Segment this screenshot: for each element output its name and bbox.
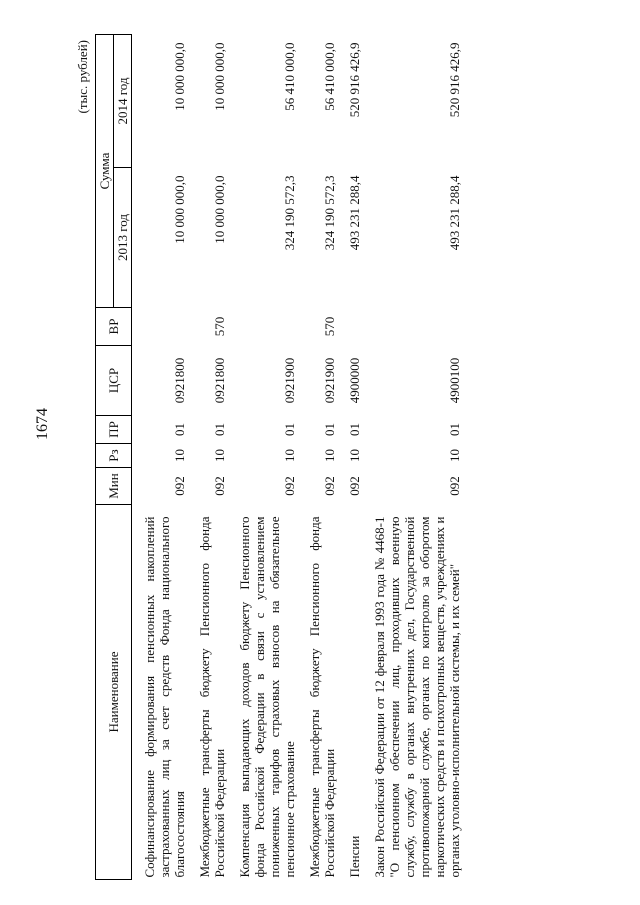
row-rz: 10 bbox=[212, 449, 227, 462]
header-rz: Рз bbox=[96, 444, 132, 468]
row-name: Межбюджетные трансферты бюджету Пенсионного фонда Российской Федерации bbox=[307, 516, 337, 878]
row-2013: 493 231 288,4 bbox=[447, 175, 462, 251]
row-pr: 01 bbox=[347, 423, 362, 436]
table-row bbox=[362, 35, 462, 880]
row-name: Межбюджетные трансферты бюджету Пенсионного фонда Российской Федерации bbox=[197, 516, 227, 878]
row-2014: 56 410 000,0 bbox=[282, 42, 297, 111]
row-rz: 10 bbox=[347, 449, 362, 462]
row-name: Закон Российской Федерации от 12 февраля 1993 года № 4468-1 "О пенсионном обеспечении лиц, проходивших военную службу, службу в органах внутренних дел, Государственной противопожарной службе, органах по контролю за оборотом наркотических средств и психотропных веществ, учреждениях и органах уголовно-исполнительной системы, и их семей" bbox=[372, 516, 462, 878]
table-row bbox=[337, 35, 362, 880]
row-vr: 570 bbox=[212, 316, 227, 337]
row-vr bbox=[362, 308, 462, 346]
row-pr: 01 bbox=[447, 423, 462, 436]
row-vr: 570 bbox=[322, 316, 337, 337]
row-csr: 0921800 bbox=[212, 357, 227, 404]
header-csr: ЦСР bbox=[96, 346, 132, 416]
header-pr: ПР bbox=[96, 416, 132, 444]
row-2013: 10 000 000,0 bbox=[172, 175, 187, 244]
header-name: Наименование bbox=[96, 505, 132, 880]
row-2013: 10 000 000,0 bbox=[212, 175, 227, 244]
row-vr bbox=[227, 308, 297, 346]
header-min: Мин bbox=[96, 468, 132, 505]
rotated-page bbox=[75, 20, 580, 880]
header-2014: 2014 год bbox=[114, 35, 132, 168]
row-rz: 10 bbox=[282, 449, 297, 462]
row-pr: 01 bbox=[212, 423, 227, 436]
row-2013: 324 190 572,3 bbox=[282, 175, 297, 251]
row-2013: 493 231 288,4 bbox=[347, 175, 362, 251]
row-min: 092 bbox=[447, 476, 462, 496]
table-row bbox=[132, 35, 188, 880]
table-row bbox=[227, 35, 297, 880]
row-2013: 324 190 572,3 bbox=[322, 175, 337, 251]
row-min: 092 bbox=[347, 476, 362, 496]
row-vr bbox=[337, 308, 362, 346]
row-min: 092 bbox=[282, 476, 297, 496]
row-pr: 01 bbox=[322, 423, 337, 436]
table-row bbox=[187, 35, 227, 880]
row-csr: 0921900 bbox=[282, 357, 297, 404]
row-csr: 4900100 bbox=[447, 357, 462, 404]
header-vr: ВР bbox=[96, 308, 132, 346]
row-rz: 10 bbox=[447, 449, 462, 462]
row-rz: 10 bbox=[172, 449, 187, 462]
budget-table bbox=[95, 34, 462, 880]
row-min: 092 bbox=[212, 476, 227, 496]
row-csr: 0921900 bbox=[322, 357, 337, 404]
row-pr: 01 bbox=[282, 423, 297, 436]
row-rz: 10 bbox=[322, 449, 337, 462]
row-min: 092 bbox=[172, 476, 187, 496]
row-2014: 56 410 000,0 bbox=[322, 42, 337, 111]
row-pr: 01 bbox=[172, 423, 187, 436]
table-header bbox=[96, 35, 132, 880]
row-name: Софинансирование формирования пенсионных накоплений застрахованных лиц за счет средств Фонда национального благосостояния bbox=[142, 516, 187, 878]
header-sum: Сумма bbox=[96, 35, 114, 308]
row-csr: 4900000 bbox=[347, 357, 362, 404]
row-2014: 520 916 426,9 bbox=[347, 42, 362, 118]
row-name: Пенсии bbox=[347, 835, 362, 878]
row-min: 092 bbox=[322, 476, 337, 496]
row-name: Компенсация выпадающих доходов бюджету Пенсионного фонда Российской Федерации в связи с установлением пониженных тарифов страховых взносов на обязательное пенсионное страхование bbox=[237, 516, 297, 878]
row-2014: 520 916 426,9 bbox=[447, 42, 462, 118]
page-number: 1674 bbox=[34, 408, 51, 440]
row-2014: 10 000 000,0 bbox=[172, 42, 187, 111]
row-2014: 10 000 000,0 bbox=[212, 42, 227, 111]
units-label: (тыс. рублей) bbox=[75, 40, 90, 114]
table-row bbox=[297, 35, 337, 880]
row-vr bbox=[132, 308, 188, 346]
header-2013: 2013 год bbox=[114, 168, 132, 308]
row-csr: 0921800 bbox=[172, 357, 187, 404]
